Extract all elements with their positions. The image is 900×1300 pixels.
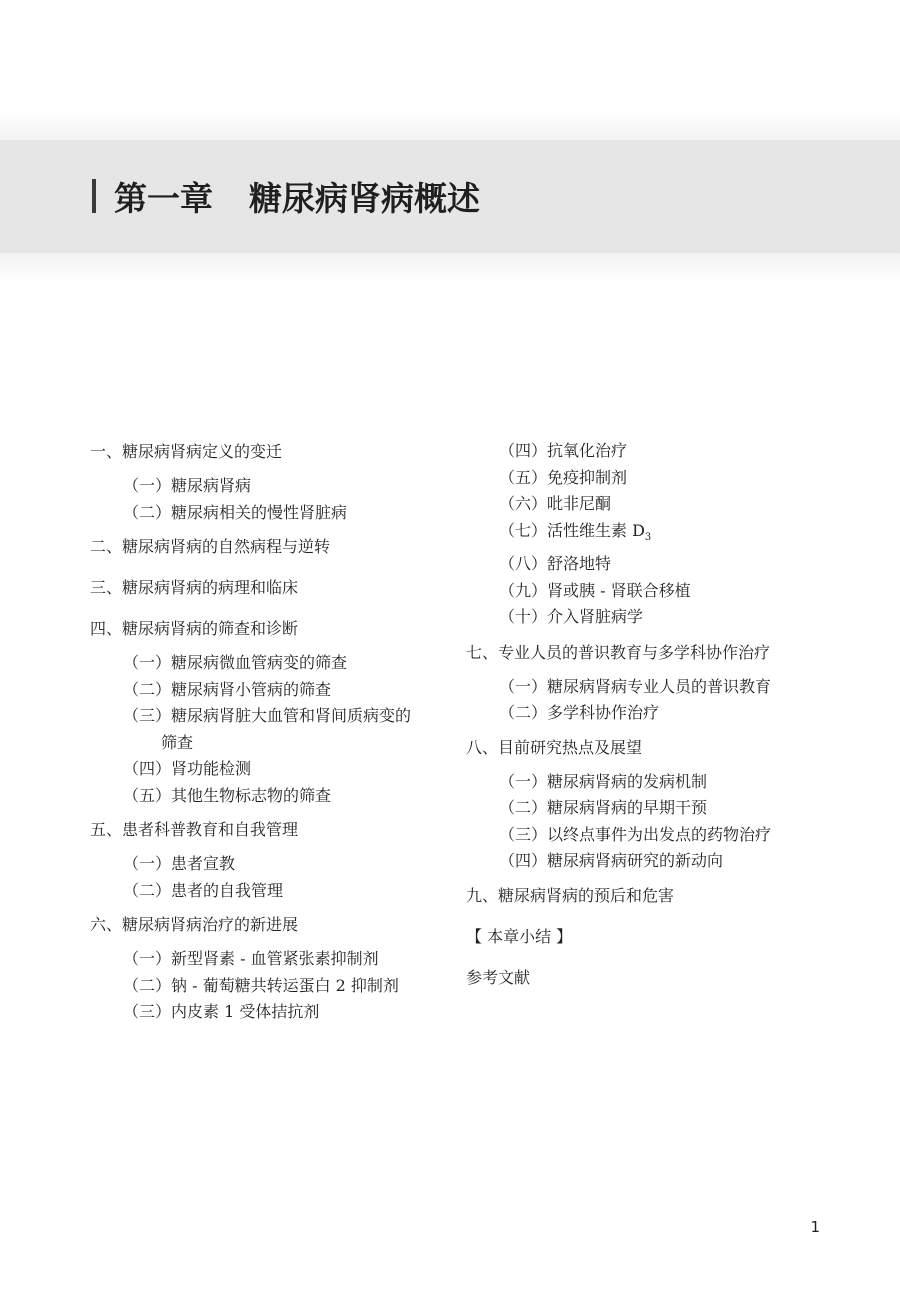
subscript: 3 <box>644 531 652 543</box>
chapter-title <box>114 171 480 221</box>
chapter-number: 第一章 <box>114 178 213 218</box>
toc-subitem-continuation[interactable]: 筛查 <box>161 732 194 752</box>
toc-left-column <box>90 440 450 1035</box>
toc-subitem[interactable]: （三）以终点事件为出发点的药物治疗 <box>499 824 772 844</box>
toc-chapter-summary[interactable]: 【 本章小结 】 <box>466 926 573 946</box>
header-band-fade-top <box>0 110 900 140</box>
toc-section-8[interactable]: 八、目前研究热点及展望 <box>466 737 643 757</box>
toc-subitem[interactable]: （一）糖尿病肾病 <box>123 476 252 495</box>
toc-subitem-text: （七）活性维生素 D <box>499 520 645 540</box>
toc-section-5-subs <box>90 851 450 904</box>
toc-subitem[interactable]: （四）抗氧化治疗 <box>499 441 628 460</box>
toc-subitem[interactable]: （一）糖尿病微血管病变的筛查 <box>123 653 348 672</box>
toc-subitem[interactable]: （二）患者的自我管理 <box>123 880 284 900</box>
toc-subitem[interactable]: （一）患者宣教 <box>123 854 236 873</box>
title-accent-bar <box>92 179 96 213</box>
toc-subitem[interactable]: （一）糖尿病肾病的发病机制 <box>499 771 708 791</box>
toc-subitem[interactable]: （五）免疫抑制剂 <box>499 467 628 487</box>
toc-section-9[interactable]: 九、糖尿病肾病的预后和危害 <box>466 885 675 905</box>
header-band-fade-bottom <box>0 253 900 283</box>
toc-subitem[interactable]: （四）肾功能检测 <box>123 759 252 778</box>
toc-subitem[interactable]: （五）其他生物标志物的筛查 <box>123 785 332 805</box>
toc-subitem[interactable]: （八）舒洛地特 <box>499 554 612 574</box>
toc-section-6-continued <box>466 438 886 631</box>
toc-right-column <box>466 438 886 990</box>
toc-section-2[interactable]: 二、糖尿病肾病的自然病程与逆转 <box>90 537 331 556</box>
toc-section-1[interactable]: 一、糖尿病肾病定义的变迁 <box>90 442 283 461</box>
toc-subitem[interactable]: （九）肾或胰 - 肾联合移植 <box>499 580 691 600</box>
toc-subitem[interactable]: （十）介入肾脏病学 <box>499 607 644 627</box>
toc-section-8-subs <box>466 769 886 875</box>
toc-references[interactable]: 参考文献 <box>466 967 531 987</box>
toc-section-7[interactable]: 七、专业人员的普识教育与多学科协作治疗 <box>466 642 771 662</box>
toc-subitem[interactable]: （二）糖尿病肾小管病的筛查 <box>123 679 332 699</box>
toc-section-5[interactable]: 五、患者科普教育和自我管理 <box>90 820 299 839</box>
toc-subitem[interactable]: （二）糖尿病肾病的早期干预 <box>499 798 708 818</box>
toc-subitem[interactable]: （四）糖尿病肾病研究的新动向 <box>499 851 724 871</box>
toc-section-1-subs <box>90 473 450 526</box>
toc-section-3[interactable]: 三、糖尿病肾病的病理和临床 <box>90 578 299 597</box>
toc-subitem[interactable]: （二）钠 - 葡萄糖共转运蛋白 2 抑制剂 <box>123 975 399 995</box>
toc-subitem[interactable]: （三）内皮素 1 受体拮抗剂 <box>123 1002 320 1021</box>
page-number: 1 <box>810 1218 820 1236</box>
toc-section-6[interactable]: 六、糖尿病肾病治疗的新进展 <box>90 915 299 934</box>
toc-subitem[interactable]: （三）糖尿病肾脏大血管和肾间质病变的 <box>123 706 412 725</box>
toc-subitem[interactable]: （一）糖尿病肾病专业人员的普识教育 <box>499 676 772 696</box>
toc-section-6-subs <box>90 946 450 1026</box>
toc-section-4[interactable]: 四、糖尿病肾病的筛查和诊断 <box>90 619 299 638</box>
toc-subitem[interactable] <box>466 518 886 552</box>
toc-subitem[interactable]: （二）糖尿病相关的慢性肾脏病 <box>123 502 348 522</box>
toc-section-7-subs <box>466 674 886 727</box>
toc-subitem[interactable]: （二）多学科协作治疗 <box>499 703 660 723</box>
toc-section-4-subs <box>90 650 450 809</box>
toc-subitem[interactable]: （一）新型肾素 - 血管紧张素抑制剂 <box>123 949 379 968</box>
chapter-name: 糖尿病肾病概述 <box>249 178 480 218</box>
toc-subitem[interactable]: （六）吡非尼酮 <box>499 494 612 513</box>
